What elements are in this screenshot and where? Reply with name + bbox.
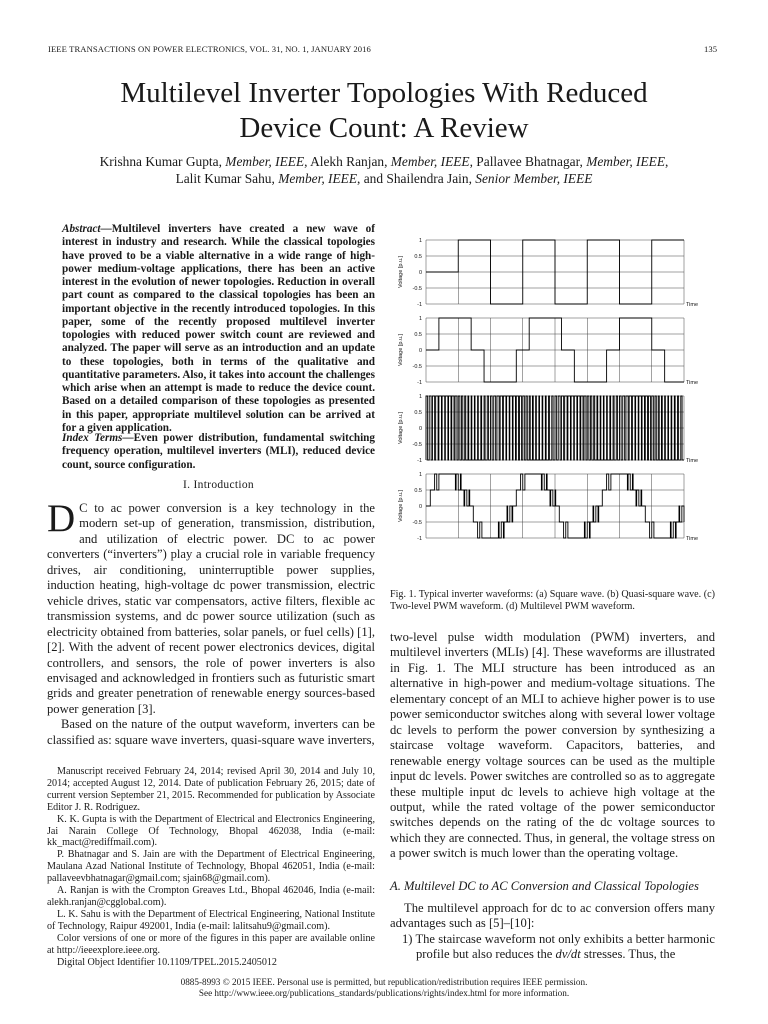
y-tick-label: 1	[418, 394, 422, 400]
y-tick-label: -1	[417, 302, 422, 308]
footnote: A. Ranjan is with the Crompton Greaves Ltd., Bhopal 462046, India (e-mail: alekh.ranjan@cgglobal.com).	[47, 885, 375, 908]
abstract-text: —Multilevel inverters have created a new wave of interest in industry and research. While the classical topologies have proved to be a viable alternative in a wide range of high-power medium-voltage applications, there has been an active interest in the evolution of newer topologies. Reduction in overall part count as compared to the classical topologies has been an important objective in the recently introduced topologies. In this paper, some of the recently proposed multilevel inverter topologies with reduced power switch count are reviewed and analyzed. The paper will serve as an introduction and an update to these topologies, both in terms of the qualitative and quantitative parameters. Also, it takes into account the challenges which arise when an attempt is made to reduce the device count. Based on a detailed comparison of these topologies as presented in this paper, appropriate multilevel solution can be arrived at for a given application.	[62, 223, 375, 434]
y-axis-label: Voltage [p.u.]	[398, 489, 404, 523]
column2-paragraph: two-level pulse width modulation (PWM) inverters, and multilevel inverters (MLIs) [4]. These waveforms are illustrated in Fig. 1. The MLI structure has been introduced as an alternative in high-power and medium-voltage situations. The elementary concept of an MLI to achieve higher power is to use power semiconductor switches along with several lower voltage dc levels to perform the power conversion by synthesizing a staircase voltage waveform. Capacitors, batteries, and renewable energy voltage sources can be used as the multiple input dc levels. Power switches are controlled so as to aggregate these multiple input dc levels to achieve high voltage at the output, while the rated voltage of the power semiconductor switches depends on the rating of the dc voltage sources to which they are connected. Thus, in general, the voltage stress on a power switch is much lower than the operating voltage.	[390, 630, 715, 861]
advantage-item-1	[390, 932, 715, 963]
figure-1-waveforms	[388, 232, 718, 582]
y-axis-label: Voltage [p.u.]	[398, 255, 404, 289]
y-tick-label: 0.5	[414, 410, 422, 416]
index-terms-lead: Index Terms	[62, 432, 123, 444]
footnote: P. Bhatnagar and S. Jain are with the Department of Electrical Engineering, Maulana Azad National Institute of Technology, Bhopal 462051, India (e-mail: pallaveevbhatnagar@gmail.com; sjain68@gmail.com).	[47, 849, 375, 885]
y-tick-label: -1	[417, 536, 422, 542]
y-tick-label: 0.5	[414, 488, 422, 494]
copyright-line: 0885-8993 © 2015 IEEE. Personal use is permitted, but republication/redistribution requires IEEE permission.	[180, 977, 588, 987]
y-tick-label: -1	[417, 380, 422, 386]
y-tick-label: 0	[418, 426, 422, 432]
y-tick-label: -0.5	[412, 286, 422, 292]
author-line: Krishna Kumar Gupta, Member, IEEE, Alekh Ranjan, Member, IEEE, Pallavee Bhatnagar, Member, IEEE,	[99, 154, 669, 169]
item-emphasis: dv/dt	[555, 947, 581, 962]
y-tick-label: -0.5	[412, 364, 422, 370]
y-tick-label: 1	[418, 316, 422, 322]
page-number: 135	[704, 44, 718, 54]
intro-paragraph-2: Based on the nature of the output waveform, inverters can be classified as: square wave inverters, quasi-square wave inverters,	[47, 717, 375, 747]
y-tick-label: -0.5	[412, 520, 422, 526]
intro-paragraph-1: C to ac power conversion is a key technology in the modern set-up of generation, transmission, distribution, and utilization of electric power. DC to ac power converters (“inverters”) play a crucial role in variable frequency drives, air conditioning, uninterruptible power supplies, induction heating, high-voltage dc power transmission, electric vehicle drives, static var compensators, active filters, flexible ac transmission systems, and dc power source utilization (such as electricity obtained from batteries, solar panels, or fuel cells) [1], [2]. With the advent of recent power electronics devices, digital controllers, and sensors, the role of power inverters is also envisaged and acknowledged in frontiers such as futuristic smart grids and greater penetration of renewable energy sources-based power generation [3].	[47, 501, 375, 716]
y-tick-label: 1	[418, 238, 422, 244]
x-axis-label: Time	[686, 458, 699, 464]
author-line: Lalit Kumar Sahu, Member, IEEE, and Shailendra Jain, Senior Member, IEEE	[175, 171, 593, 186]
abstract-lead: Abstract	[62, 223, 101, 235]
y-tick-label: 0.5	[414, 332, 422, 338]
y-tick-label: 0	[418, 504, 422, 510]
subsection-heading: A. Multilevel DC to AC Conversion and Classical Topologies	[390, 879, 699, 893]
footnote: K. K. Gupta is with the Department of Electrical and Electronics Engineering, Jai Narain College Of Technology, Bhopal 462038, India (e-mail: kk_mact@rediffmail.com).	[47, 813, 375, 849]
y-tick-label: 0	[418, 270, 422, 276]
footnotes	[47, 766, 375, 968]
footnote: Digital Object Identifier 10.1109/TPEL.2015.2405012	[57, 956, 277, 968]
x-axis-label: Time	[686, 536, 699, 542]
paper-title	[0, 76, 768, 146]
y-tick-label: 0	[418, 348, 422, 354]
author-list	[0, 153, 768, 187]
y-tick-label: -0.5	[412, 442, 422, 448]
y-axis-label: Voltage [p.u.]	[398, 411, 404, 445]
drop-cap: D	[47, 497, 76, 540]
x-axis-label: Time	[686, 302, 699, 308]
y-tick-label: 0.5	[414, 254, 422, 260]
footnote: Manuscript received February 24, 2014; revised April 30, 2014 and July 10, 2014; accepted August 12, 2014. Date of publication February 26, 2015; date of current version September 21, 2015. Recommended for publication by Associate Editor J. R. Rodriguez.	[47, 766, 375, 813]
introduction-text	[47, 497, 375, 748]
running-header: IEEE TRANSACTIONS ON POWER ELECTRONICS, VOL. 31, NO. 1, JANUARY 2016	[48, 44, 371, 54]
y-tick-label: -1	[417, 458, 422, 464]
abstract	[62, 223, 375, 435]
title-line: Multilevel Inverter Topologies With Reduced	[120, 77, 648, 109]
section-heading-introduction: I. Introduction	[183, 479, 254, 491]
item-text: stresses. Thus, the	[580, 947, 676, 962]
y-tick-label: 1	[418, 472, 422, 478]
copyright-line: See http://www.ieee.org/publications_standards/publications/rights/index.html for more information.	[198, 988, 570, 999]
waveform-series	[426, 396, 684, 460]
figure-caption: Fig. 1. Typical inverter waveforms: (a) Square wave. (b) Quasi-square wave. (c) Two-level PWM waveform. (d) Multilevel PWM waveform.	[390, 589, 715, 613]
footnote: L. K. Sahu is with the Department of Electrical Engineering, National Institute of Technology, Raipur 492001, India (e-mail: lalitsahu9@gmail.com).	[47, 908, 375, 932]
item-text: 1) The staircase waveform not only exhibits a better harmonic profile but also reduces the	[402, 931, 715, 962]
advantages-text	[390, 901, 715, 963]
y-axis-label: Voltage [p.u.]	[398, 333, 404, 367]
footnote: Color versions of one or more of the figures in this paper are available online at http://ieeexplore.ieee.org.	[47, 932, 375, 956]
advantages-intro: The multilevel approach for dc to ac conversion offers many advantages such as [5]–[10]:	[390, 901, 715, 931]
index-terms	[62, 432, 375, 472]
copyright-notice	[0, 977, 768, 999]
x-axis-label: Time	[686, 380, 699, 386]
title-line: Device Count: A Review	[239, 112, 529, 144]
index-terms-text: —Even power distribution, fundamental switching frequency operation, multilevel inverters (MLI), reduced device count, source configuration.	[62, 432, 375, 471]
